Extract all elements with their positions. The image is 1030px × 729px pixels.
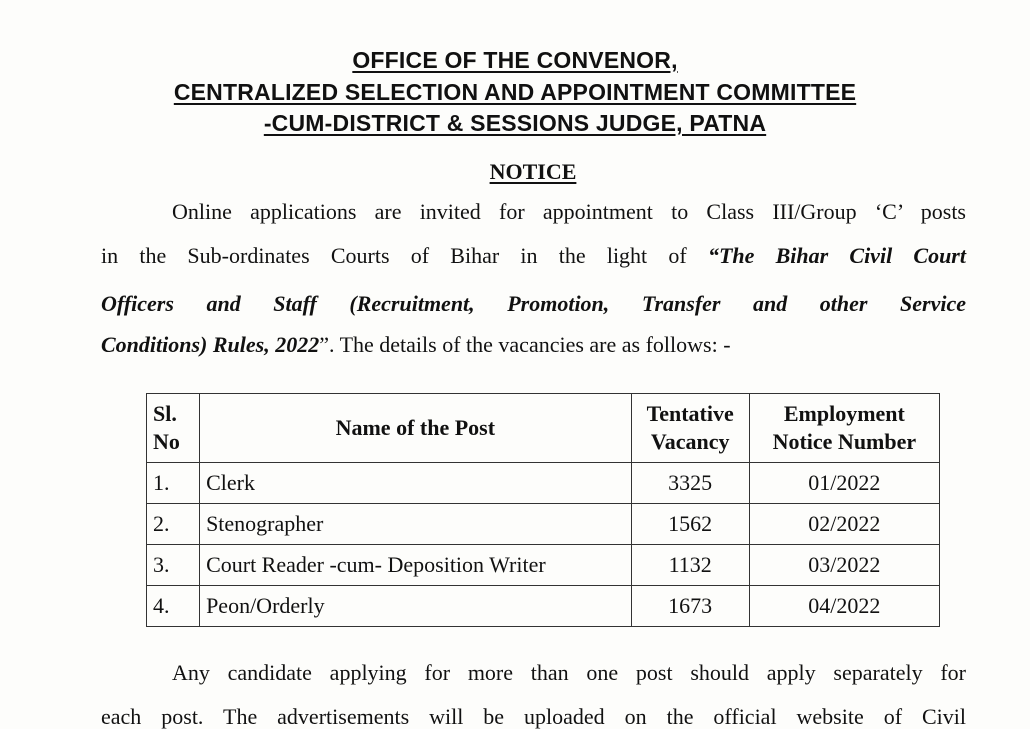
row-notice-number: 03/2022 — [749, 545, 939, 586]
closing-paragraph-line-1: Any candidate applying for more than one post should apply separately for — [172, 660, 966, 685]
rules-title-part-2: Officers and Staff (Recruitment, Promotion, Transfer and other Service — [101, 291, 966, 316]
row-post-name: Stenographer — [200, 504, 632, 545]
header-employment-notice-number: Employment Notice Number — [749, 394, 939, 463]
closing-paragraph-line-2: each post. The advertisements will be uploaded on the official website of Civil — [101, 704, 966, 729]
table-row — [147, 545, 940, 586]
notice-title: NOTICE — [489, 159, 577, 184]
row-notice-number: 01/2022 — [749, 463, 939, 504]
row-notice-number: 04/2022 — [749, 586, 939, 627]
row-vacancy: 3325 — [631, 463, 749, 504]
row-sl: 3. — [147, 545, 200, 586]
office-heading-line-3: -CUM-DISTRICT & SESSIONS JUDGE, PATNA — [263, 110, 767, 136]
row-post-name: Peon/Orderly — [200, 586, 632, 627]
office-heading-line-2: CENTRALIZED SELECTION AND APPOINTMENT COMMITTEE — [173, 79, 857, 105]
intro-paragraph-line-2 — [101, 244, 966, 267]
row-sl: 2. — [147, 504, 200, 545]
table-header-row — [147, 394, 940, 463]
row-vacancy: 1562 — [631, 504, 749, 545]
vacancy-table — [146, 393, 940, 627]
row-post-name: Clerk — [200, 463, 632, 504]
row-vacancy: 1673 — [631, 586, 749, 627]
table-row — [147, 463, 940, 504]
row-vacancy: 1132 — [631, 545, 749, 586]
intro-paragraph-line-1: Online applications are invited for appointment to Class III/Group ‘C’ posts — [172, 199, 966, 224]
rules-title-part-3: Conditions) Rules, 2022 — [101, 332, 320, 357]
row-sl: 1. — [147, 463, 200, 504]
row-notice-number: 02/2022 — [749, 504, 939, 545]
intro-paragraph-line-4 — [101, 333, 966, 356]
row-post-name: Court Reader -cum- Deposition Writer — [200, 545, 632, 586]
header-tentative-vacancy: Tentative Vacancy — [631, 394, 749, 463]
intro-line-4-text: ”. The details of the vacancies are as follows: - — [319, 332, 731, 357]
office-heading-line-1: OFFICE OF THE CONVENOR, — [352, 47, 678, 73]
header-post-name: Name of the Post — [200, 394, 632, 463]
table-row — [147, 586, 940, 627]
header-sl-no: Sl. No — [147, 394, 200, 463]
row-sl: 4. — [147, 586, 200, 627]
intro-line-2-text: in the Sub-ordinates Courts of Bihar in the light of — [101, 243, 708, 268]
table-row — [147, 504, 940, 545]
rules-title-part-1: “The Bihar Civil Court — [707, 243, 966, 268]
